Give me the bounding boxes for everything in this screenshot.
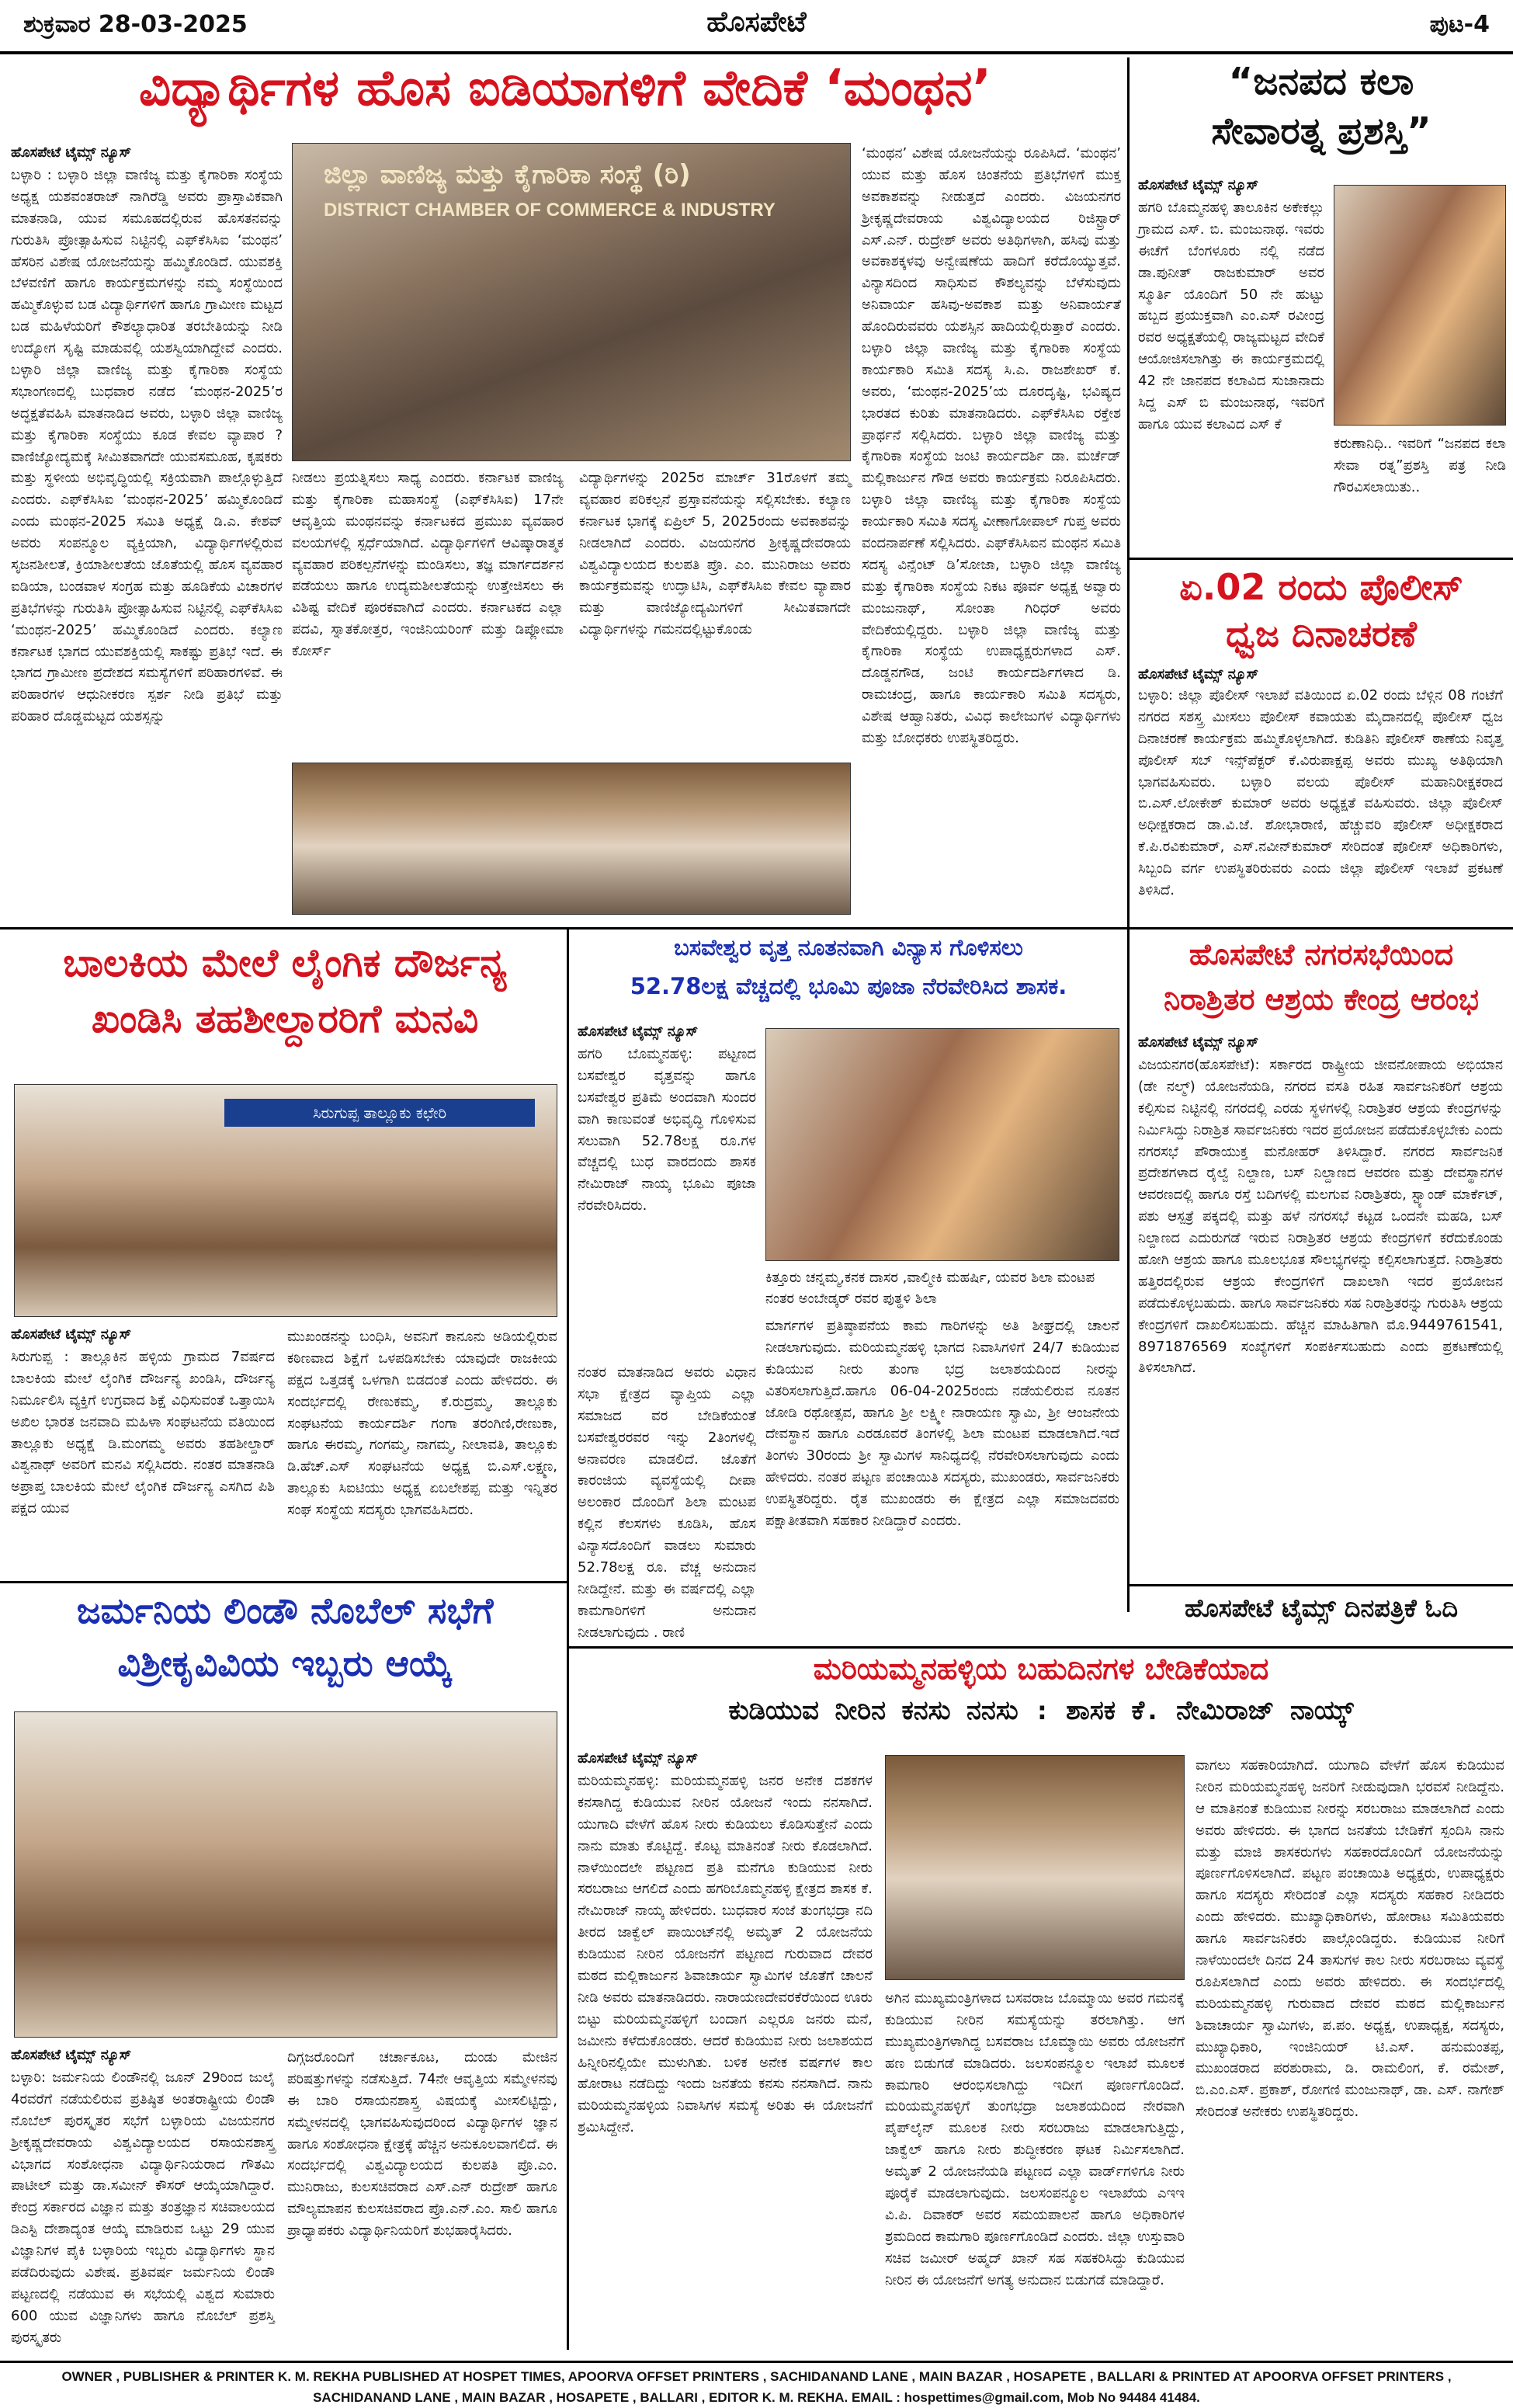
page-number: ಪುಟ-4	[1429, 11, 1490, 38]
headline-basaveshwara-2: 52.78ಲಕ್ಷ ವೆಚ್ಚದಲ್ಲಿ ಭೂಮಿ ಪೂಜಾ ನೆರವೇರಿಸಿದ ಶಾಸಕ.	[630, 973, 1067, 999]
headline-water-2: ಕುಡಿಯುವ ನೀರಿನ ಕನಸು ನನಸು : ಶಾಸಕ ಕೆ. ನೇಮಿರಾಜ್ ನಾಯ್ಕ್	[728, 1695, 1354, 1726]
section-divider	[0, 1581, 567, 1583]
story-water	[574, 1652, 1508, 2356]
office-sign: ಸಿರುಗುಪ್ಪ ತಾಲ್ಲೂಕು ಕಛೇರಿ	[224, 1099, 535, 1127]
photo-selected-students	[14, 1711, 557, 2038]
story-harassment	[8, 935, 562, 1579]
photo-water-launch	[885, 1755, 1185, 1980]
story-text-left: ಬಳ್ಳಾರಿ: ಜರ್ಮನಿಯ ಲಿಂಡೌನಲ್ಲಿ ಜೂನ್ 29ರಿಂದ ಜುಲೈ 4ರವರೆಗೆ ನಡೆಯಲಿರುವ ಪ್ರತಿಷ್ಠಿತ ಅಂತರಾಷ್ಟ್ರೀಯ ಲಿಂಡೌ ನೊಬೆಲ್ ಪುರಸ್ಕೃತರ ಸಭೆಗೆ ಬಳ್ಳಾರಿಯ ವಿಜಯನಗರ ಶ್ರೀಕೃಷ್ಣದೇವರಾಯ ವಿಶ್ವವಿದ್ಯಾಲಯದ ರಸಾಯನಶಾಸ್ತ್ರ ವಿಭಾಗದ ಸಂಶೋಧನಾ ವಿದ್ಯಾರ್ಥಿನಿಯರಾದ ಗೌತಮಿ ಪಾಟೀಲ್ ಮತ್ತು ಡಾ.ಸಮೀನ್ ಕೌಸರ್ ಆಯ್ಕೆಯಾಗಿದ್ದಾರೆ. ಕೇಂದ್ರ ಸರ್ಕಾರದ ವಿಜ್ಞಾನ ಮತ್ತು ತಂತ್ರಜ್ಞಾನ ಸಚಿವಾಲಯದ ಡಿಎಸ್ಟಿ ದೇಶಾದ್ಯಂತ ಆಯ್ಕೆ ಮಾಡಿರುವ ಒಟ್ಟು 29 ಯುವ ವಿಜ್ಞಾನಿಗಳ ಪೈಕಿ ಬಳ್ಳಾರಿಯ ಇಬ್ಬರು ವಿದ್ಯಾರ್ಥಿಗಳು ಸ್ಥಾನ ಪಡೆದಿರುವುದು ವಿಶೇಷ. ಪ್ರತಿವರ್ಷ ಜರ್ಮನಿಯ ಲಿಂಡೌ ಪಟ್ಟಣದಲ್ಲಿ ನಡೆಯುವ ಈ ಸಭೆಯಲ್ಲಿ ವಿಶ್ವದ ಸುಮಾರು 600 ಯುವ ವಿಜ್ಞಾನಿಗಳು ಹಾಗೂ ನೊಬೆಲ್ ಪ್ರಶಸ್ತಿ ಪುರಸ್ಕೃತರು	[11, 2069, 275, 2346]
story-text-mid: ಅಗಿನ ಮುಖ್ಯಮಂತ್ರಿಗಳಾದ ಬಸವರಾಜ ಬೊಮ್ಮಾಯಿ ಅವರ ಗಮನಕ್ಕೆ ಕುಡಿಯುವ ನೀರಿನ ಸಮಸ್ಯೆಯನ್ನು ತರಲಾಗಿತ್ತು. ಆಗ ಮುಖ್ಯಮಂತ್ರಿಗಳಾಗಿದ್ದ ಬಸವರಾಜ ಬೊಮ್ಮಾಯಿ ಅವರು ಯೋಜನೆಗೆ ಹಣ ಬಿಡುಗಡೆ ಮಾಡಿದರು. ಜಲಸಂಪನ್ಮೂಲ ಇಲಾಖೆ ಮೂಲಕ ಕಾಮಗಾರಿ ಆರಂಭಿಸಲಾಗಿದ್ದು ಇದೀಗ ಪೂರ್ಣಗೊಂಡಿದೆ. ಮರಿಯಮ್ಮನಹಳ್ಳಿಗೆ ತುಂಗಭದ್ರಾ ಜಲಾಶಯದಿಂದ ನೇರವಾಗಿ ಪೈಪ್‌ಲೈನ್ ಮೂಲಕ ನೀರು ಸರಬರಾಜು ಮಾಡಲಾಗುತ್ತಿದ್ದು, ಜಾಕ್ವೆಲ್ ಹಾಗೂ ನೀರು ಶುದ್ಧೀಕರಣ ಘಟಕ ನಿರ್ಮಿಸಲಾಗಿದೆ. ಅಮೃತ್ 2 ಯೋಜನೆಯಡಿ ಪಟ್ಟಣದ ಎಲ್ಲಾ ವಾರ್ಡ್‌ಗಳಿಗೂ ನೀರು ಪೂರೈಕೆ ಮಾಡಲಾಗುವುದು. ಜಲಸಂಪನ್ಮೂಲ ಇಲಾಖೆಯ ಎಇಇ ವಿ.ಪಿ. ದಿವಾಕರ್ ಅವರ ಸಮಯಪಾಲನೆ ಹಾಗೂ ಅಧಿಕಾರಿಗಳ ಶ್ರಮದಿಂದ ಕಾಮಗಾರಿ ಪೂರ್ಣಗೊಂಡಿದೆ ಎಂದರು. ಜಿಲ್ಲಾ ಉಸ್ತುವಾರಿ ಸಚಿವ ಜಮೀರ್ ಅಹ್ಮದ್ ಖಾನ್ ಸಹ ಸಹಕರಿಸಿದ್ದು ಕುಡಿಯುವ ನೀರಿನ ಈ ಯೋಜನೆಗೆ ಅಗತ್ಯ ಅನುದಾನ ಬಿಡುಗಡೆ ಮಾಡಿದ್ದಾರೆ.	[885, 1990, 1185, 2288]
photo-memorandum	[14, 1084, 557, 1317]
byline: ಹೊಸಪೇಟೆ ಟೈಮ್ಸ್ ನ್ಯೂಸ್	[11, 2047, 132, 2063]
headline-police-1: ಏ.02 ರಂದು ಪೊಲೀಸ್	[1179, 566, 1463, 608]
masthead	[0, 0, 1513, 54]
byline: ಹೊಸಪೇಟೆ ಟೈಮ್ಸ್ ನ್ಯೂಸ್	[11, 144, 132, 161]
headline-germany-2: ವಿಶ್ರೀಕೃವಿವಿಯ ಇಬ್ಬರು ಆಯ್ಕೆ	[117, 1642, 453, 1684]
story-text: ಹಗರಿ ಬೊಮ್ಮನಹಳ್ಳಿ ತಾಲೂಕಿನ ಅಕೇಕಲ್ಲು ಗ್ರಾಮದ ಎಸ್. ಬಿ. ಮಂಜುನಾಥ. ಇವರು ಈಚೆಗೆ ಬೆಂಗಳೂರು ನಲ್ಲಿ ನಡೆದ ಡಾ.ಪುನೀತ್ ರಾಜಕುಮಾರ್ ಅವರ ಸ್ಮೂರ್ತಿ ಯೊಂದಿಗೆ 50 ನೇ ಹುಟ್ಟು ಹಬ್ಬದ ಪ್ರಯುಕ್ತವಾಗಿ ಎಂ.ಎಸ್ ರವೀಂದ್ರ ರವರ ಅಧ್ಯಕ್ಷತೆಯಲ್ಲಿ ರಾಜ್ಯಮಟ್ಟದ ವೇದಿಕೆ ಆಯೋಜಿಸಲಾಗಿತ್ತು ಈ ಕಾರ್ಯಕ್ರಮದಲ್ಲಿ 42 ನೇ ಜಾನಪದ ಕಲಾವಿದ ಸುಜಾನಾದು ಸಿದ್ದ ಎಸ್ ಬಿ ಮಂಜುನಾಥ, ಇವರಿಗೆ ಹಾಗೂ ಯುವ ಕಲಾವಿದ ಎಸ್ ಕೆ	[1138, 200, 1324, 433]
paper-name: ಹೊಸಪೇಟೆ	[706, 6, 807, 38]
story-police	[1135, 564, 1508, 923]
banner-text: ಜಿಲ್ಲಾ ವಾಣಿಜ್ಯ ಮತ್ತು ಕೈಗಾರಿಕಾ ಸಂಸ್ಥೆ (ರಿ)	[324, 159, 691, 190]
section-divider	[567, 1646, 1513, 1649]
story-text-col2: ನೀಡಲು ಪ್ರಯತ್ನಿಸಲು ಸಾಧ್ಯ ಎಂದರು. ಕರ್ನಾಟಕ ವಾಣಿಜ್ಯ ಮತ್ತು ಕೈಗಾರಿಕಾ ಮಹಾಸಂಸ್ಥೆ (ಎಫ್‌ಕೆಸಿಸಿಐ) 17ನೇ ಆವೃತ್ತಿಯ ಮಂಥನವನ್ನು ಕರ್ನಾಟಕದ ಪ್ರಮುಖ ವ್ಯವಹಾರ ವಲಯಗಳಲ್ಲಿ ಸ್ಪರ್ಧೆಯಾಗಿದೆ. ವಿದ್ಯಾರ್ಥಿಗಳಿಗೆ ಆವಿಷ್ಕಾರಾತ್ಮಕ ವ್ಯವಹಾರ ಪರಿಕಲ್ಪನೆಗಳನ್ನು ಮಂಡಿಸಲು, ತಜ್ಞ ಮಾರ್ಗದರ್ಶನ ಪಡೆಯಲು ಹಾಗೂ ಉದ್ಯಮಶೀಲತೆಯನ್ನು ಉತ್ತೇಜಿಸಲು ಈ ವಿಶಿಷ್ಟ ವೇದಿಕೆ ಪೂರಕವಾಗಿದೆ ಎಂದರು. ಕರ್ನಾಟಕದ ಎಲ್ಲಾ ಪದವಿ, ಸ್ನಾತಕೋತ್ತರ, ಇಂಜಿನಿಯರಿಂಗ್ ಮತ್ತು ಡಿಪ್ಲೋಮಾ ಕೋರ್ಸ್	[292, 470, 564, 660]
story-text-right: ಮುಖಂಡನನ್ನು ಬಂಧಿಸಿ, ಅವನಿಗೆ ಕಾನೂನು ಅಡಿಯಲ್ಲಿರುವ ಕಠಿಣವಾದ ಶಿಕ್ಷೆಗೆ ಒಳಪಡಿಸಬೇಕು ಯಾವುದೇ ರಾಜಕೀಯ ಪಕ್ಷದ ಒತ್ತಡಕ್ಕೆ ಒಳಗಾಗಿ ಬಿಡದಂತೆ ಎಂದು ಹೇಳಿದರು. ಈ ಸಂದರ್ಭದಲ್ಲಿ ರೇಣುಕಮ್ಮ, ಕೆ.ರುದ್ರಮ್ಮ, ತಾಲ್ಲೂಕು ಸಂಘಟನೆಯ ಕಾರ್ಯದರ್ಶಿ ಗಂಗಾ ತರಂಗಿಣಿ,ರೇಣುಕಾ, ಹಾಗೂ ಈರಮ್ಮ, ಗಂಗಮ್ಮ, ನಾಗಮ್ಮ, ನೀಲಾವತಿ, ತಾಲ್ಲೂಕು ಡಿ.ಹೆಚ್.ಎಸ್ ಸಂಘಟನೆಯ ಅಧ್ಯಕ್ಷ ಬಿ.ಎಸ್.ಲಕ್ಷ್ಮಣ, ತಾಲ್ಲೂಕು ಸಿಐಟಿಯು ಅಧ್ಯಕ್ಷ ಏಬಲೇಶಪ್ಪ ಮತ್ತು ಇನ್ನಿತರ ಸಂಘ ಸಂಸ್ಥೆಯ ಸದಸ್ಯರು ಭಾಗವಹಿಸಿದರು.	[287, 1329, 557, 1519]
headline-harassment-1: ಬಾಲಕಿಯ ಮೇಲೆ ಲೈಂಗಿಕ ದೌರ್ಜನ್ಯ	[63, 940, 507, 985]
story-text-right: ನಂತರ ಮಾತನಾಡಿದ ಅವರು ವಿಧಾನ ಸಭಾ ಕ್ಷೇತ್ರದ ವ್ಯಾಪ್ತಿಯ ಎಲ್ಲಾ ಸಮಾಜದ ವರ ಬೇಡಿಕೆಯಂತೆ ಬಸವೇಶ್ವರರವರ ಇನ್ನು 2ತಿಂಗಳಲ್ಲಿ ಅನಾವರಣ ಮಾಡಲಿದೆ. ಜೊತೆಗೆ ಕಾರಂಜಿಯ ವ್ಯವಸ್ಥೆಯಲ್ಲಿ ದೀಪಾ ಅಲಂಕಾರ ದೊಂದಿಗೆ ಶಿಲಾ ಮಂಟಪ ಕಲ್ಲಿನ ಕೆಲಸಗಳು ಕೂಡಿಸಿ, ಹೊಸ ವಿನ್ಯಾಸದೊಂದಿಗೆ ವಾಡಲು ಸುಮಾರು 52.78ಲಕ್ಷ ರೂ. ವೆಚ್ಚ ಅನುದಾನ ನೀಡಿದ್ದೇನೆ. ಮತ್ತು ಈ ವರ್ಷದಲ್ಲಿ ಎಲ್ಲಾ ಕಾಮಗಾರಿಗಳಿಗೆ ಅನುದಾನ ನೀಡಲಾಗುವುದು . ರಾಣಿ	[578, 1364, 756, 1641]
photo-bhoomi-pooja	[765, 1028, 1119, 1261]
story-text-col3: ವಿದ್ಯಾರ್ಥಿಗಳನ್ನು 2025ರ ಮಾರ್ಚ್ 31ರೊಳಗೆ ತಮ್ಮ ವ್ಯವಹಾರ ಪರಿಕಲ್ಪನೆ ಪ್ರಸ್ತಾವನೆಯನ್ನು ಸಲ್ಲಿಸಬೇಕು. ಕಲ್ಯಾಣ ಕರ್ನಾಟಕ ಭಾಗಕ್ಕೆ ಏಪ್ರಿಲ್ 5, 2025ರಂದು ಅವಕಾಶವನ್ನು ನೀಡಲಾಗಿದೆ ಎಂದರು. ವಿಜಯನಗರ ಶ್ರೀಕೃಷ್ಣದೇವರಾಯ ವಿಶ್ವವಿದ್ಯಾಲಯದ ಕುಲಪತಿ ಪ್ರೊ. ಎಂ. ಮುನಿರಾಜು ಅವರು ಕಾರ್ಯಕ್ರಮವನ್ನು ಉದ್ಘಾಟಿಸಿ, ಎಫ್‌ಕೆಸಿಸಿಐ ಕೇವಲ ವ್ಯಾಪಾರ ಮತ್ತು ವಾಣಿಜ್ಯೋದ್ಯಮಿಗಳಿಗೆ ಸೀಮಿತವಾಗದೇ ವಿದ್ಯಾರ್ಥಿಗಳನ್ನು ಗಮನದಲ್ಲಿಟ್ಟುಕೊಂಡು	[579, 470, 851, 638]
byline: ಹೊಸಪೇಟೆ ಟೈಮ್ಸ್ ನ್ಯೂಸ್	[1138, 666, 1259, 683]
photo-caption: ಕಿತ್ತೂರು ಚನ್ನಮ್ಮ,ಕನಕ ದಾಸರ ,ವಾಲ್ಮೀಕಿ ಮಹರ್ಷಿ, ಯವರ ಶಿಲಾ ಮಂಟಪ ನಂತರ ಅಂಬೇಡ್ಕರ್ ರವರ ಪುತ್ಥಳಿ ಶಿಲಾ	[765, 1270, 1095, 1307]
headline-manthana: ವಿದ್ಯಾರ್ಥಿಗಳ ಹೊಸ ಐಡಿಯಾಗಳಿಗೆ ವೇದಿಕೆ ‘ಮಂಥನ’	[139, 60, 991, 117]
story-text-left: ಸಿರುಗುಪ್ಪ : ತಾಲ್ಲೂಕಿನ ಹಳ್ಳಿಯ ಗ್ರಾಮದ 7ವರ್ಷದ ಬಾಲಕಿಯ ಮೇಲೆ ಲೈಂಗಿಕ ದೌರ್ಜನ್ಯ ಖಂಡಿಸಿ, ದೌರ್ಜನ್ಯ ನಿರ್ಮೂಲಿಸಿ ವ್ಯಕ್ತಿಗೆ ಉಗ್ರವಾದ ಶಿಕ್ಷೆ ವಿಧಿಸುವಂತೆ ಒತ್ತಾಯಿಸಿ ಅಖಿಲ ಭಾರತ ಜನವಾದಿ ಮಹಿಳಾ ಸಂಘಟನೆಯ ವತಿಯಿಂದ ತಾಲ್ಲೂಕು ಅಧ್ಯಕ್ಷೆ ಡಿ.ಮಂಗಮ್ಮ ಅವರು ತಹಶೀಲ್ದಾರ್ ವಿಶ್ವನಾಥ್ ಅವರಿಗೆ ಮನವಿ ಸಲ್ಲಿಸಿದರು. ನಂತರ ಮಾತನಾಡಿ ಅಪ್ರಾಪ್ತ ಬಾಲಕಿಯ ಮೇಲೆ ಲೈಂಗಿಕ ದೌರ್ಜನ್ಯ ಎಸಗಿದ ಪಿಶಿ ಪಕ್ಷದ ಯುವ	[11, 1349, 275, 1517]
section-divider	[1127, 1584, 1513, 1586]
story-text-left: ಮರಿಯಮ್ಮನಹಳ್ಳಿ: ಮರಿಯಮ್ಮನಹಳ್ಳಿ ಜನರ ಅನೇಕ ದಶಕಗಳ ಕನಸಾಗಿದ್ದ ಕುಡಿಯುವ ನೀರಿನ ಯೋಜನೆ ಇಂದು ನನಸಾಗಿದೆ. ಯುಗಾದಿ ವೇಳೆಗೆ ಹೊಸ ನೀರು ಕುಡಿಯಲು ಕೊಡಿಸುತ್ತೇನೆ ಎಂದು ನಾನು ಮಾತು ಕೊಟ್ಟಿದ್ದೆ. ಕೊಟ್ಟ ಮಾತಿನಂತೆ ನೀರು ಕೊಡಲಾಗಿದೆ. ನಾಳೆಯಿಂದಲೇ ಪಟ್ಟಣದ ಪ್ರತಿ ಮನೆಗೂ ಕುಡಿಯುವ ನೀರು ಸರಬರಾಜು ಆಗಲಿದೆ ಎಂದು ಹಗರಿಬೊಮ್ಮನಹಳ್ಳಿ ಕ್ಷೇತ್ರದ ಶಾಸಕ ಕೆ. ನೇಮಿರಾಜ್ ನಾಯ್ಕ ಹೇಳಿದರು. ಬುಧವಾರ ಸಂಜೆ ತುಂಗಭದ್ರಾ ನದಿ ತೀರದ ಜಾಕ್ವೆಲ್ ಪಾಯಿಂಟ್‌ನಲ್ಲಿ ಅಮೃತ್ 2 ಯೋಜನೆಯ ಕುಡಿಯುವ ನೀರಿನ ಯೋಜನೆಗೆ ಪಟ್ಟಣದ ಗುರುವಾದ ದೇವರ ಮಠದ ಮಲ್ಲಿಕಾರ್ಜುನ ಶಿವಾಚಾರ್ಯ ಸ್ವಾಮಿಗಳ ಜೊತೆಗೆ ಚಾಲನೆ ನೀಡಿ ಅವರು ಮಾತನಾಡಿದರು. ನಾರಾಯಣದೇವರಕೆರೆಯಿಂದ ಊರು ಬಿಟ್ಟು ಮರಿಯಮ್ಮನಹಳ್ಳಿಗೆ ಬಂದಾಗ ಎಲ್ಲರೂ ಜನರು ಮನೆ, ಜಮೀನು ಕಳೆದುಕೊಂಡರು. ಆದರೆ ಕುಡಿಯುವ ನೀರು ಜಲಾಶಯದ ಹಿನ್ನೀರಿನಲ್ಲಿಯೇ ಮುಳುಗಿತು. ಬಳಿಕ ಅನೇಕ ವರ್ಷಗಳ ಕಾಲ ಹೋರಾಟ ನಡೆದಿದ್ದು ಇಂದು ಜನತೆಯ ಕನಸು ನನಸಾಗಿದೆ. ನಾನು ಮರಿಯಮ್ಮನಹಳ್ಳಿಯ ನಿವಾಸಿಗಳ ಸಮಸ್ಯೆ ಅರಿತು ಈ ಯೋಜನೆಗೆ ಶ್ರಮಿಸಿದ್ದೇನೆ.	[578, 1773, 873, 2136]
imprint-line1: OWNER , PUBLISHER & PRINTER K. M. REKHA PUBLISHED AT HOSPET TIMES, APOORVA OFFSET PRINTERS , SACHIDANAND LANE , MAIN BAZAR , HOSAPETE , BALLARI & PRINTED AT APOORVA OFFSET PRINTERS ,	[61, 2369, 1452, 2384]
issue-date: ಶುಕ್ರವಾರ 28-03-2025	[23, 11, 248, 38]
story-germany	[8, 1587, 562, 2356]
imprint-footer	[0, 2361, 1513, 2407]
headline-award-2: ಸೇವಾರತ್ನ ಪ್ರಶಸ್ತಿ”	[1211, 109, 1431, 153]
byline: ಹೊಸಪೇಟೆ ಟೈಮ್ಸ್ ನ್ಯೂಸ್	[1138, 1034, 1259, 1051]
imprint-line2: SACHIDANAND LANE , MAIN BAZAR , HOSAPETE , BALLARI , EDITOR K. M. REKHA. EMAIL : hospettimes@gmail.com, Mob No 94484 41484.	[313, 2390, 1200, 2406]
headline-award-1: “ಜನಪದ ಕಲಾ	[1228, 60, 1414, 103]
story-text-col4: ‘ಮಂಥನ’ ವಿಶೇಷ ಯೋಜನೆಯನ್ನು ರೂಪಿಸಿದೆ. ‘ಮಂಥನ’ ಯುವ ಮತ್ತು ಹೊಸ ಚಿಂತನೆಯ ಪ್ರತಿಭೆಗಳಿಗೆ ಮುಕ್ತ ಅವಕಾಶವನ್ನು ನೀಡುತ್ತದೆ ಎಂದರು. ವಿಜಯನಗರ ಶ್ರೀಕೃಷ್ಣದೇವರಾಯ ವಿಶ್ವವಿದ್ಯಾಲಯದ ರಿಜಿಸ್ಟ್ರಾರ್ ಎಸ್.ಎನ್. ರುದ್ರೇಶ್ ಅವರು ಅತಿಥಿಗಳಾಗಿ, ಹಸಿವು ಮತ್ತು ಅವಕಾಶಕ್ಕಳವು ಅನ್ವೇಷಣೆಯ ಹಾದಿಗೆ ಕರೆದೊಯ್ಯುತ್ತವೆ. ವಿನ್ಯಾಸದಿಂದ ಸಾಧಿಸುವ ಕೌಶಲ್ಯವನ್ನು ಬೆಳೆಸುವುದು ಅನಿವಾರ್ಯ ಹಸಿವು-ಅವಕಾಶ ಮತ್ತು ಅನಿವಾರ್ಯತೆ ಹೊಂದಿರುವವರು ಯಶಸ್ಸಿನ ಹಾದಿಯಲ್ಲಿರುತ್ತಾರೆ ಎಂದರು. ಬಳ್ಳಾರಿ ಜಿಲ್ಲಾ ವಾಣಿಜ್ಯ ಮತ್ತು ಕೈಗಾರಿಕಾ ಸಂಸ್ಥೆಯ ಕಾರ್ಯಕಾರಿ ಸಮಿತಿ ಸದಸ್ಯ ಸಿ.ಎ. ರಾಜಶೇಖರ್ ಕೆ. ಅವರು, ‘ಮಂಥನ-2025’ಯ ದೂರದೃಷ್ಟಿ, ಭವಿಷ್ಯದ ಭಾರತದ ಕುರಿತು ಮಾತನಾಡಿದರು. ಎಫ್‌ಕೆಸಿಸಿಐ ರಕ್ತೇಶ ಪ್ರಾರ್ಥನೆ ಸಲ್ಲಿಸಿದರು. ಬಳ್ಳಾರಿ ಜಿಲ್ಲಾ ವಾಣಿಜ್ಯ ಮತ್ತು ಕೈಗಾರಿಕಾ ಸಂಸ್ಥೆಯ ಜಂಟಿ ಕಾರ್ಯದರ್ಶಿ ಡಾ. ಮರ್ಚೆಡ್ ಮಲ್ಲಿಕಾರ್ಜುನ ಗೌಡ ಅವರು ಕಾರ್ಯಕ್ರಮ ನಿರೂಪಿಸಿದರು. ಬಳ್ಳಾರಿ ಜಿಲ್ಲಾ ವಾಣಿಜ್ಯ ಮತ್ತು ಕೈಗಾರಿಕಾ ಸಂಸ್ಥೆಯ ಕಾರ್ಯಕಾರಿ ಸಮಿತಿ ಸದಸ್ಯ ವೀಣಾಗೋಪಾಲ್ ಗುಪ್ತ ಅವರು ವಂದನಾರ್ಪಣೆ ಸಲ್ಲಿಸಿದರು. ಎಫ್‌ಕೆಸಿಸಿಐನ ಮಂಥನ ಸಮಿತಿ ಸದಸ್ಯ ವಿನ್ಸೆಂಟ್ ಡಿ’ಸೋಜಾ, ಬಳ್ಳಾರಿ ಜಿಲ್ಲಾ ವಾಣಿಜ್ಯ ಮತ್ತು ಕೈಗಾರಿಕಾ ಸಂಸ್ಥೆಯ ನಿಕಟ ಪೂರ್ವ ಅಧ್ಯಕ್ಷ ಅವ್ವಾರು ಮಂಜುನಾಥ್, ಸೋಂತಾ ಗಿರಿಧರ್ ಅವರು ವೇದಿಕೆಯಲ್ಲಿದ್ದರು. ಬಳ್ಳಾರಿ ಜಿಲ್ಲಾ ವಾಣಿಜ್ಯ ಮತ್ತು ಕೈಗಾರಿಕಾ ಸಂಸ್ಥೆಯ ಉಪಾಧ್ಯಕ್ಷರುಗಳಾದ ಎಸ್. ದೊಡ್ಡನಗೌಡ, ಜಂಟಿ ಕಾರ್ಯದರ್ಶಿಗಳಾದ ಡಿ. ರಾಮಚಂದ್ರ, ಹಾಗೂ ಕಾರ್ಯಕಾರಿ ಸಮಿತಿ ಸದಸ್ಯರು, ವಿಶೇಷ ಆಹ್ವಾನಿತರು, ವಿವಿಧ ಕಾಲೇಜುಗಳ ವಿದ್ಯಾರ್ಥಿಗಳು ಮತ್ತು ಬೋಧಕರು ಉಪಸ್ಥಿತರಿದ್ದರು.	[862, 145, 1121, 747]
story-text-right: ವಾಗಲು ಸಹಕಾರಿಯಾಗಿದೆ. ಯುಗಾದಿ ವೇಳೆಗೆ ಹೊಸ ಕುಡಿಯುವ ನೀರಿನ ಮರಿಯಮ್ಮನಹಳ್ಳಿ ಜನರಿಗೆ ನೀಡುವುದಾಗಿ ಭರವಸೆ ನೀಡಿದ್ದೆನು. ಆ ಮಾತಿನಂತೆ ಕುಡಿಯುವ ನೀರನ್ನು ಸರಬರಾಜು ಮಾಡಲಾಗಿದೆ ಎಂದು ಅವರು ಹೇಳಿದರು. ಈ ಭಾಗದ ಜನತೆಯ ಬೇಡಿಕೆಗೆ ಸ್ಪಂದಿಸಿ ನಾನು ಮತ್ತು ಮಾಜಿ ಶಾಸಕರುಗಳು ಸಹಕಾರದೊಂದಿಗೆ ಯೋಜನೆಯನ್ನು ಪೂರ್ಣಗೊಳಿಸಲಾಗಿದೆ. ಪಟ್ಟಣ ಪಂಚಾಯಿತಿ ಅಧ್ಯಕ್ಷರು, ಉಪಾಧ್ಯಕ್ಷರು ಹಾಗೂ ಸದಸ್ಯರು ಸೇರಿದಂತೆ ಎಲ್ಲಾ ಸದಸ್ಯರು ಸಹಕಾರ ನೀಡಿದರು ಎಂದು ಹೇಳಿದರು. ಮುಖ್ಯಾಧಿಕಾರಿಗಳು, ಹೋರಾಟ ಸಮಿತಿಯವರು ಹಾಗೂ ಸಾರ್ವಜನಿಕರು ಪಾಲ್ಗೊಂಡಿದ್ದರು. ಕುಡಿಯುವ ನೀರಿಗೆ ನಾಳೆಯಿಂದಲೇ ದಿನದ 24 ತಾಸುಗಳ ಕಾಲ ನೀರು ಸರಬರಾಜು ವ್ಯವಸ್ಥೆ ರೂಪಿಸಲಾಗಿದೆ ಎಂದು ಅವರು ಹೇಳಿದರು. ಈ ಸಂದರ್ಭದಲ್ಲಿ ಮರಿಯಮ್ಮನಹಳ್ಳಿ ಗುರುವಾದ ದೇವರ ಮಠದ ಮಲ್ಲಿಕಾರ್ಜುನ ಶಿವಾಚಾರ್ಯ ಸ್ವಾಮಿಗಳು, ಪ.ಪಂ. ಅಧ್ಯಕ್ಷ, ಉಪಾಧ್ಯಕ್ಷ, ಸದಸ್ಯರು, ಮುಖ್ಯಾಧಿಕಾರಿ, ಇಂಜಿನಿಯರ್ ಟಿ.ಎಸ್. ಹನುಮಂತಪ್ಪ, ಮುಖಂಡರಾದ ಪರಶುರಾಮ, ಡಿ. ರಾಮಲಿಂಗ, ಕೆ. ರಮೇಶ್, ಬಿ.ಎಂ.ಎಸ್. ಪ್ರಕಾಶ್, ರೋಗಣಿ ಮಂಜುನಾಥ್, ಡಾ. ಎಸ್. ನಾಗೇಶ್ ಸೇರಿದಂತೆ ಅನೇಕರು ಉಪಸ್ಥಿತರಿದ್ದರು.	[1195, 1757, 1504, 2121]
story-text: ವಿಜಯನಗರ(ಹೊಸಪೇಟೆ): ಸರ್ಕಾರದ ರಾಷ್ಟ್ರೀಯ ಜೀವನೋಪಾಯ ಅಭಿಯಾನ (ಡೇ ನಲ್ಮ್) ಯೋಜನೆಯಡಿ, ನಗರದ ವಸತಿ ರಹಿತ ಸಾರ್ವಜನಿಕರಿಗೆ ಆಶ್ರಯ ಕಲ್ಪಿಸುವ ನಿಟ್ಟಿನಲ್ಲಿ ನಗರದಲ್ಲಿ ಎರಡು ಸ್ಥಳಗಳಲ್ಲಿ ನಿರಾಶ್ರಿತರ ಆಶ್ರಯ ಕೇಂದ್ರಗಳನ್ನು ನಿರ್ಮಿಸಿದ್ದು ನಿರಾಶ್ರಿತ ಸಾರ್ವಜನಿಕರು ಇದರ ಪ್ರಯೋಜನ ಪಡೆದುಕೊಳ್ಳಬೇಕು ಎಂದು ನಗರಸಭೆ ಪೌರಾಯುಕ್ತ ಮನೋಹರ್ ತಿಳಿಸಿದ್ದಾರೆ. ನಗರದ ಸಾರ್ವಜನಿಕ ಪ್ರದೇಶಗಳಾದ ರೈಲ್ವೆ ನಿಲ್ದಾಣ, ಬಸ್ ನಿಲ್ದಾಣದ ಆವರಣ ಮತ್ತು ದೇವಸ್ಥಾನಗಳ ಆವರಣದಲ್ಲಿ ಹಾಗೂ ರಸ್ತೆ ಬದಿಗಳಲ್ಲಿ ಮಲಗುವ ನಿರಾಶ್ರಿತರು, ಸ್ಟ್ಯಾಂಡ್ ಮಾರ್ಕೆಟ್, ಪಶು ಆಸ್ಪತ್ರೆ ಪಕ್ಕದಲ್ಲಿ ಮತ್ತು ಹಳೆ ನಗರಸಭೆ ಕಟ್ಟಡ ಒಂದನೇ ಮಹಡಿ, ಬಸ್ ನಿಲ್ದಾಣದ ಎದುರುಗಡೆ ಇರುವ ನಿರಾಶ್ರಿತರ ಆಶ್ರಯ ಕೇಂದ್ರಗಳಿಗೆ ಕರೆದುಕೊಂಡು ಹೋಗಿ ಆಶ್ರಯ ಹಾಗೂ ಮೂಲಭೂತ ಸೌಲಭ್ಯಗಳನ್ನು ಕಲ್ಪಿಸಲಾಗುತ್ತದೆ. ನಿರಾಶ್ರಿತರು ಹತ್ತಿರದಲ್ಲಿರುವ ಆಶ್ರಯ ಕೇಂದ್ರಗಳಿಗೆ ದಾಖಲಾಗಿ ಇದರ ಪ್ರಯೋಜನ ಪಡೆದುಕೊಳ್ಳಬಹುದು. ಹಾಗೂ ಸಾರ್ವಜನಿಕರು ಸಹ ನಿರಾಶ್ರಿತರನ್ನು ಗುರುತಿಸಿ ಆಶ್ರಯ ಕೇಂದ್ರಗಳಿಗೆ ದಾಖಲಿಸಬಹುದು. ಹೆಚ್ಚಿನ ಮಾಹಿತಿಗಾಗಿ ಮೊ.9449761541, 8971876569 ಸಂಖ್ಯೆಗಳಿಗೆ ಸಂಪರ್ಕಿಸಬಹುದು ಎಂದು ಪ್ರಕಟಣೆಯಲ್ಲಿ ತಿಳಿಸಲಾಗಿದೆ.	[1138, 1057, 1503, 1377]
byline: ಹೊಸಪೇಟೆ ಟೈಮ್ಸ್ ನ್ಯೂಸ್	[1138, 177, 1259, 193]
banner-text-english: DISTRICT CHAMBER OF COMMERCE & INDUSTRY	[324, 200, 776, 221]
story-text-right: ದಿಗ್ಗಜರೊಂದಿಗೆ ಚರ್ಚಾಕೂಟ, ದುಂಡು ಮೇಜಿನ ಪರಿಷತ್ತುಗಳನ್ನು ನಡೆಸುತ್ತಿದೆ. 74ನೇ ಆವೃತ್ತಿಯ ಸಮ್ಮೇಳನವು ಈ ಬಾರಿ ರಸಾಯನಶಾಸ್ತ್ರ ವಿಷಯಕ್ಕೆ ಮೀಸಲಿಟ್ಟಿದ್ದು, ಸಮ್ಮೇಳನದಲ್ಲಿ ಭಾಗವಹಿಸುವುದರಿಂದ ವಿದ್ಯಾರ್ಥಿಗಳ ಜ್ಞಾನ ಹಾಗೂ ಸಂಶೋಧನಾ ಕ್ಷೇತ್ರಕ್ಕೆ ಹೆಚ್ಚಿನ ಅನುಕೂಲವಾಗಲಿದೆ. ಈ ಸಂದರ್ಭದಲ್ಲಿ ವಿಶ್ವವಿದ್ಯಾಲಯದ ಕುಲಪತಿ ಪ್ರೊ.ಎಂ. ಮುನಿರಾಜು, ಕುಲಸಚಿವರಾದ ಎಸ್.ಎನ್ ರುದ್ರೇಶ್ ಹಾಗೂ ಮೌಲ್ಯಮಾಪನ ಕುಲಸಚಿವರಾದ ಪ್ರೊ.ಎನ್.ಎಂ. ಸಾಲಿ ಹಾಗೂ ಪ್ರಾಧ್ಯಾಪಕರು ವಿದ್ಯಾರ್ಥಿನಿಯರಿಗೆ ಶುಭಹಾರೈಸಿದರು.	[287, 2049, 557, 2239]
headline-shelter-1: ಹೊಸಪೇಟೆ ನಗರಸಭೆಯಿಂದ	[1189, 937, 1454, 971]
column-divider	[567, 929, 569, 2350]
story-text-left: ಹಗರಿ ಬೊಮ್ಮನಹಳ್ಳಿ: ಪಟ್ಟಣದ ಬಸವೇಶ್ವರ ವೃತ್ತವನ್ನು ಹಾಗೂ ಬಸವೇಶ್ವರ ಪ್ರತಿಮೆ ಅಂದವಾಗಿ ಸುಂದರ ವಾಗಿ ಕಾಣುವಂತೆ ಅಭಿವೃದ್ಧಿ ಗೊಳಿಸುವ ಸಲುವಾಗಿ 52.78ಲಕ್ಷ ರೂ.ಗಳ ವೆಚ್ಚದಲ್ಲಿ ಬುಧ ವಾರದಂದು ಶಾಸಕ ನೇಮಿರಾಜ್ ನಾಯ್ಕ ಭೂಮಿ ಪೂಜಾ ನೆರವೇರಿಸಿದರು.	[578, 1046, 756, 1214]
byline: ಹೊಸಪೇಟೆ ಟೈಮ್ಸ್ ನ್ಯೂಸ್	[11, 1326, 132, 1343]
headline-water-1: ಮರಿಯಮ್ಮನಹಳ್ಳಿಯ ಬಹುದಿನಗಳ ಬೇಡಿಕೆಯಾದ	[813, 1652, 1269, 1686]
headline-basaveshwara-1: ಬಸವೇಶ್ವರ ವೃತ್ತ ನೂತನವಾಗಿ ವಿನ್ಯಾಸ ಗೊಳಿಸಲು	[674, 934, 1023, 961]
headline-harassment-2: ಖಂಡಿಸಿ ತಹಶೀಲ್ದಾರರಿಗೆ ಮನವಿ	[91, 996, 479, 1041]
story-text-col1: ಬಳ್ಳಾರಿ : ಬಳ್ಳಾರಿ ಜಿಲ್ಲಾ ವಾಣಿಜ್ಯ ಮತ್ತು ಕೈಗಾರಿಕಾ ಸಂಸ್ಥೆಯ ಅಧ್ಯಕ್ಷ ಯಶವಂತರಾಜ್ ನಾಗಿರೆಡ್ಡಿ ಅವರು ಪ್ರಾಸ್ತಾವಿಕವಾಗಿ ಮಾತನಾಡಿ, ಯುವ ಸಮೂಹದಲ್ಲಿರುವ ಹೊಸತನವನ್ನು ಗುರುತಿಸಿ ಪ್ರೋತ್ಸಾಹಿಸುವ ನಿಟ್ಟಿನಲ್ಲಿ ಎಫ್‌ಕೆಸಿಸಿಐ ‘ಮಂಥನ’ ಹೆಸರಿನ ವಿಶೇಷ ಯೋಜನೆಯನ್ನು ಹಮ್ಮಿಕೊಂಡಿದೆ. ಯುವಶಕ್ತಿ ಬೆಳವಣಿಗೆ ಹಾಗೂ ಕಾರ್ಯಕ್ರಮಗಳನ್ನು ನಮ್ಮ ಸಂಸ್ಥೆಯಿಂದ ಹಮ್ಮಿಕೊಳ್ಳುವ ಬಡ ವಿದ್ಯಾರ್ಥಿಗಳಿಗೆ ಹಾಗೂ ಗ್ರಾಮೀಣ ಮಟ್ಟದ ಬಡ ಮಹಿಳೆಯರಿಗೆ ಕೌಶಲ್ಯಾಧಾರಿತ ತರಬೇತಿಯನ್ನು ನೀಡಿ ಉದ್ಯೋಗ ಸೃಷ್ಟಿ ಮಾಡುವಲ್ಲಿ ಯಶಸ್ವಿಯಾಗಿದ್ದೇವೆ ಎಂದರು. ಬಳ್ಳಾರಿ ಜಿಲ್ಲಾ ವಾಣಿಜ್ಯ ಮತ್ತು ಕೈಗಾರಿಕಾ ಸಂಸ್ಥೆಯ ಸಭಾಂಗಣದಲ್ಲಿ ಬುಧವಾರ ನಡೆದ ‘ಮಂಥನ-2025’ರ ಅದ್ಧಕ್ಷತೆವಹಿಸಿ ಮಾತನಾಡಿದ ಅವರು, ಬಳ್ಳಾರಿ ಜಿಲ್ಲಾ ವಾಣಿಜ್ಯ ಮತ್ತು ಕೈಗಾರಿಕಾ ಸಂಸ್ಥೆಯು ಕೂಡ ಕೇವಲ ವ್ಯಾಪಾರ ? ವಾಣಿಜ್ಯೋದ್ಯಮಕ್ಕೆ ಸೀಮಿತವಾಗದೇ ಯುವಸಮೂಹ, ಕೃಷಕರು ಮತ್ತು ಸ್ಥಳೀಯ ಅಭಿವೃದ್ಧಿಯಲ್ಲಿ ಸಕ್ರಿಯವಾಗಿ ಪಾಲ್ಗೊಳ್ಳುತ್ತಿದೆ ಎಂದರು. ಎಫ್‌ಕೆಸಿಸಿಐ ‘ಮಂಥನ-2025’ ಹಮ್ಮಿಕೊಂಡಿದೆ ಎಂದು ಮಂಥನ-2025 ಸಮಿತಿ ಅಧ್ಯಕ್ಷೆ ಡಿ.ಎ. ಕೇಶವ್ ಅವರು ಸಂಪನ್ಮೂಲ ವ್ಯಕ್ತಿಯಾಗಿ, ವಿದ್ಯಾರ್ಥಿಗಳಲ್ಲಿರುವ ಸೃಜನಶೀಲತೆ, ಕ್ರಿಯಾಶೀಲತೆಯ ಜೊತೆಯಲ್ಲಿ ಹೊಸ ವ್ಯವಹಾರ ಐಡಿಯಾ, ಬಂಡವಾಳ ಸಂಗ್ರಹ ಮತ್ತು ಹೂಡಿಕೆಯ ವಿಚಾರಗಳ ಪ್ರತಿಭೆಗಳನ್ನು ಗುರುತಿಸಿ ಪ್ರೋತ್ಸಾಹಿಸುವ ನಿಟ್ಟಿನಲ್ಲಿ ಎಫ್‌ಕೆಸಿಸಿಐ ‘ಮಂಥನ-2025’ ಹಮ್ಮಿಕೊಂಡಿದೆ ಎಂದರು. ಕಲ್ಯಾಣ ಕರ್ನಾಟಕ ಭಾಗದ ಯುವಶಕ್ತಿಯಲ್ಲಿ ಸಾಕಷ್ಟು ಪ್ರತಿಭೆ ಇದೆ. ಈ ಭಾಗದ ಗ್ರಾಮೀಣ ಪ್ರದೇಶದ ಸಮಸ್ಯೆಗಳಿಗೆ ಪರಿಹಾರಗಳಿವೆ. ಈ ಪರಿಹಾರಗಳ ಆಧುನೀಕರಣ ಸ್ಪರ್ಶ ನೀಡಿ ಪ್ರತಿಭೆ ಮತ್ತು ಪರಿಹಾರ ದೊಡ್ಡಮಟ್ಟದ ಯಶಸ್ಸನ್ನು	[11, 167, 283, 725]
story-award	[1135, 61, 1508, 558]
section-divider	[1127, 558, 1513, 560]
section-divider	[0, 927, 1513, 929]
column-divider	[1127, 57, 1130, 927]
photo-artist	[1334, 185, 1506, 426]
story-text-bottom: ಮಾರ್ಗಗಳ ಪ್ರತಿಷ್ಠಾಪನೆಯ ಕಾಮ ಗಾರಿಗಳನ್ನು ಅತಿ ಶೀಘ್ರದಲ್ಲಿ ಚಾಲನೆ ನೀಡಲಾಗುವುದು. ಮರಿಯಮ್ಮನಹಳ್ಳಿ ಭಾಗದ ನಿವಾಸಿಗಳಿಗೆ 24/7 ಕುಡಿಯುವ ಕುಡಿಯುವ ನೀರು ತುಂಗಾ ಭದ್ರ ಜಲಾಶಯದಿಂದ ನೀರನ್ನು ವಿತರಿಸಲಾಗುತ್ತಿದೆ.ಹಾಗೂ 06-04-2025ರಂದು ನಡೆಯಲಿರುವ ನೂತನ ಜೋಡಿ ರಥೋತ್ಸವ, ಹಾಗೂ ಶ್ರೀ ಲಕ್ಷ್ಮೀ ನಾರಾಯಣ ಸ್ವಾಮಿ, ಶ್ರೀ ಆಂಜನೇಯ ದೇವಸ್ಥಾನ ಹಾಗೂ ಎರಡೂವರೆ ತಿಂಗಳಲ್ಲಿ ಶಿಲಾ ಮಂಟಪ ಮಾಡಲಾಗಿದೆ.ಇದೆ ತಿಂಗಳು 30ರಂದು ಶ್ರೀ ಸ್ವಾಮಿಗಳ ಸಾನಿಧ್ಯದಲ್ಲಿ ನೆರವೇರಿಸಲಾಗುವುದು ಎಂದು ಹೇಳಿದರು. ನಂತರ ಪಟ್ಟಣ ಪಂಚಾಯಿತಿ ಸದಸ್ಯರು, ಮುಖಂಡರು, ಸಾರ್ವಜನಿಕರು ಉಪಸ್ಥಿತರಿದ್ದರು. ರೈತ ಮುಖಂಡರು ಈ ಕ್ಷೇತ್ರದ ಎಲ್ಲಾ ಸಮಾಜದವರು ಪಕ್ಷಾತೀತವಾಗಿ ಸಹಕಾರ ನೀಡಿದ್ದಾರೆ ಎಂದರು.	[765, 1318, 1119, 1530]
story-text: ಬಳ್ಳಾರಿ: ಜಿಲ್ಲಾ ಪೊಲೀಸ್ ಇಲಾಖೆ ವತಿಯಿಂದ ಏ.02 ರಂದು ಬೆಳ್ಗಿನ 08 ಗಂಟೆಗೆ ನಗರದ ಸಶಸ್ತ್ರ ಮೀಸಲು ಪೊಲೀಸ್ ಕವಾಯತು ಮೈದಾನದಲ್ಲಿ ಪೊಲೀಸ್ ಧ್ವಜ ದಿನಾಚರಣೆ ಕಾರ್ಯಕ್ರಮ ಹಮ್ಮಿಕೊಳ್ಳಲಾಗಿದೆ. ಕುಡಿತಿನಿ ಪೊಲೀಸ್ ಠಾಣೆಯ ನಿವೃತ್ತ ಪೊಲೀಸ್ ಸಬ್ ಇನ್ಸ್‌ಪೆಕ್ಟರ್ ಕೆ.ವಿರುಪಾಕ್ಷಪ್ಪ ಅವರು ಮುಖ್ಯ ಅತಿಥಿಯಾಗಿ ಭಾಗವಹಿಸುವರು. ಬಳ್ಳಾರಿ ವಲಯ ಪೊಲೀಸ್ ಮಹಾನಿರೀಕ್ಷಕರಾದ ಬಿ.ಎಸ್.ಲೋಕೇಶ್ ಕುಮಾರ್ ಅವರು ಅಧ್ಯಕ್ಷತೆ ವಹಿಸುವರು. ಜಿಲ್ಲಾ ಪೊಲೀಸ್ ಅಧೀಕ್ಷಕರಾದ ಡಾ.ವಿ.ಜೆ. ಶೋಭಾರಾಣಿ, ಹೆಚ್ಚುವರಿ ಪೊಲೀಸ್ ಅಧೀಕ್ಷಕರಾದ ಕೆ.ಪಿ.ರವಿಕುಮಾರ್, ಎಸ್.ನವೀನ್‌ಕುಮಾರ್ ಸೇರಿದಂತೆ ಪೊಲೀಸ್ ಅಧಿಕಾರಿಗಳು, ಸಿಬ್ಬಂದಿ ವರ್ಗ ಉಪಸ್ಥಿತರಿರುವರು ಎಂದು ಜಿಲ್ಲಾ ಪೊಲೀಸ್ ಇಲಾಖೆ ಪ್ರಕಟಣೆ ತಿಳಿಸಿದೆ.	[1138, 687, 1503, 899]
story-text-right: ಕರುಣಾನಿಧಿ.. ಇವರಿಗೆ “ಜನಪದ ಕಲಾ ಸೇವಾ ರತ್ನ”ಪ್ರಶಸ್ತಿ ಪತ್ರ ನೀಡಿ ಗೌರವಿಸಲಾಯಿತು..	[1334, 436, 1506, 495]
promo-read-newspaper: ಹೊಸಪೇಟೆ ಟೈಮ್ಸ್ ದಿನಪತ್ರಿಕೆ ಓದಿ	[1184, 1593, 1459, 1623]
story-manthana	[8, 61, 1123, 923]
headline-police-2: ಧ್ವಜ ದಿನಾಚರಣೆ	[1226, 613, 1417, 655]
byline: ಹೊಸಪೇಟೆ ಟೈಮ್ಸ್ ನ್ಯೂಸ್	[578, 1023, 699, 1040]
story-basaveshwara	[574, 934, 1123, 1641]
story-shelter	[1135, 935, 1508, 1579]
photo-inauguration	[292, 143, 851, 461]
photo-audience	[292, 763, 851, 915]
column-divider	[1127, 929, 1130, 1612]
headline-shelter-2: ನಿರಾಶ್ರಿತರ ಆಶ್ರಯ ಕೇಂದ್ರ ಆರಂಭ	[1164, 982, 1479, 1016]
headline-germany-1: ಜರ್ಮನಿಯ ಲಿಂಡೌ ನೊಬೆಲ್ ಸಭೆಗೆ	[76, 1590, 494, 1631]
byline: ಹೊಸಪೇಟೆ ಟೈಮ್ಸ್ ನ್ಯೂಸ್	[578, 1750, 699, 1767]
